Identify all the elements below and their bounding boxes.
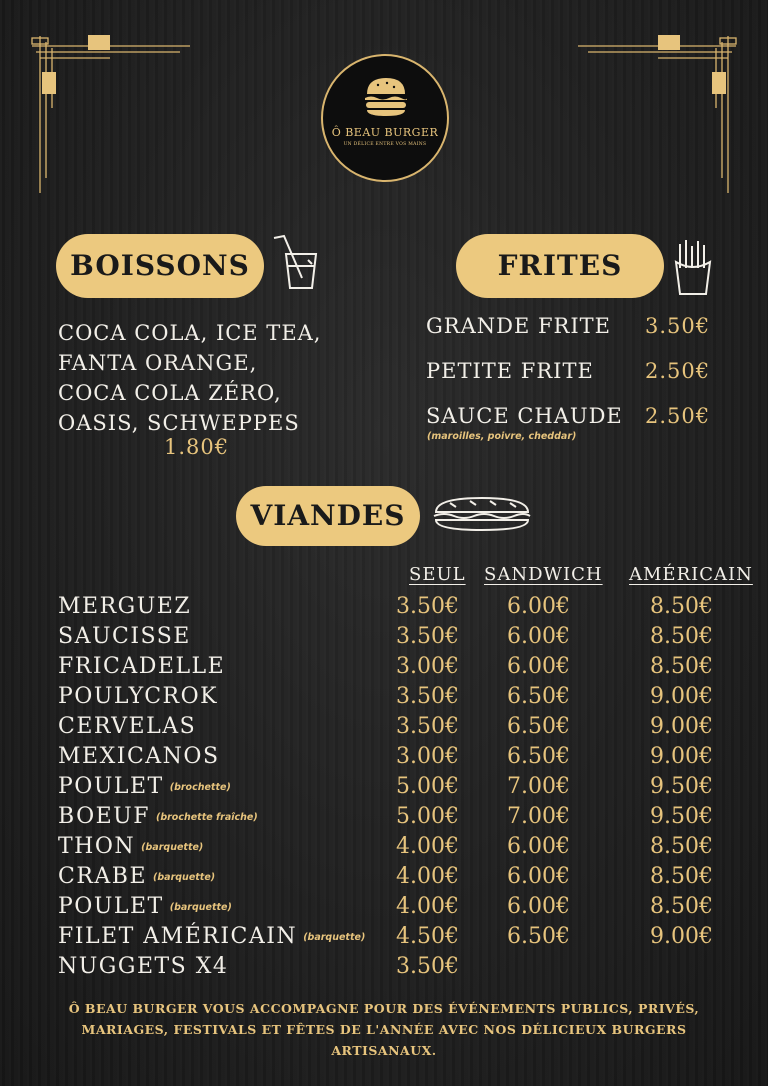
viandes-item-name: BOEUF	[58, 804, 150, 829]
price-americain: 9.00€	[650, 744, 713, 769]
price-seul: 3.50€	[396, 714, 459, 739]
frites-item-note: (maroilles, poivre, cheddar)	[427, 431, 577, 442]
price-seul: 4.00€	[396, 894, 459, 919]
price-sandwich: 6.50€	[507, 924, 570, 949]
burger-icon	[363, 76, 409, 118]
price-sandwich: 6.50€	[507, 744, 570, 769]
price-americain: 8.50€	[650, 624, 713, 649]
price-sandwich: 6.00€	[507, 594, 570, 619]
viandes-item-label	[58, 834, 203, 859]
viandes-row	[58, 804, 758, 834]
viandes-row	[58, 624, 758, 654]
viandes-item-label	[58, 864, 215, 889]
viandes-item-note: (brochette)	[169, 782, 231, 793]
viandes-item-name: MEXICANOS	[58, 744, 220, 769]
price-sandwich: 6.00€	[507, 834, 570, 859]
viandes-item-label	[58, 804, 258, 829]
boissons-line: COCA COLA, ICE TEA,	[58, 321, 322, 345]
frites-item-name: GRANDE FRITE	[426, 314, 611, 338]
viandes-item-name: CRABE	[58, 864, 148, 889]
boissons-price: 1.80€	[164, 435, 230, 459]
price-americain: 9.00€	[650, 924, 713, 949]
viandes-item-note: (barquette)	[169, 902, 232, 913]
column-header-americain: AMÉRICAIN	[629, 564, 753, 585]
viandes-item-name: POULYCROK	[58, 684, 219, 709]
footer-line: ARTISANAUX.	[331, 1043, 437, 1058]
viandes-row	[58, 774, 758, 804]
viandes-item-label	[58, 924, 365, 949]
boissons-line: COCA COLA ZÉRO,	[58, 381, 282, 405]
viandes-item-label	[58, 594, 191, 619]
price-sandwich: 6.00€	[507, 894, 570, 919]
price-seul: 3.50€	[396, 594, 459, 619]
viandes-item-note: (brochette fraîche)	[155, 812, 258, 823]
price-seul: 3.50€	[396, 684, 459, 709]
art-deco-corner-top-right	[578, 28, 738, 193]
price-seul: 4.00€	[396, 834, 459, 859]
boissons-heading: BOISSONS	[56, 234, 264, 298]
viandes-row	[58, 594, 758, 624]
footer-line: MARIAGES, FESTIVALS ET FÊTES DE L'ANNÉE AVEC NOS DÉLICIEUX BURGERS	[81, 1022, 687, 1037]
viandes-item-name: SAUCISSE	[58, 624, 191, 649]
viandes-row	[58, 954, 758, 984]
price-sandwich: 6.50€	[507, 684, 570, 709]
price-seul: 5.00€	[396, 804, 459, 829]
price-sandwich: 7.00€	[507, 804, 570, 829]
viandes-item-name: NUGGETS X4	[58, 954, 229, 979]
viandes-item-label	[58, 894, 232, 919]
viandes-item-name: POULET	[58, 894, 164, 919]
price-americain: 8.50€	[650, 894, 713, 919]
viandes-row	[58, 654, 758, 684]
viandes-item-name: FILET AMÉRICAIN	[58, 924, 298, 949]
price-seul: 4.00€	[396, 864, 459, 889]
drink-glass-icon	[272, 234, 324, 292]
sandwich-icon	[430, 494, 534, 534]
price-seul: 5.00€	[396, 774, 459, 799]
viandes-item-note: (barquette)	[153, 872, 216, 883]
frites-item-price: 2.50€	[645, 404, 711, 428]
brand-name: Ô BEAU BURGER	[331, 126, 439, 139]
viandes-row	[58, 714, 758, 744]
boissons-list	[58, 318, 321, 438]
boissons-line: OASIS, SCHWEPPES	[58, 411, 300, 435]
viandes-row	[58, 834, 758, 864]
price-americain: 8.50€	[650, 654, 713, 679]
footer-text	[40, 998, 728, 1061]
footer-line: Ô BEAU BURGER VOUS ACCOMPAGNE POUR DES ÉVÉNEMENTS PUBLICS, PRIVÉS,	[68, 1001, 700, 1016]
price-seul: 3.00€	[396, 654, 459, 679]
viandes-item-name: MERGUEZ	[58, 594, 192, 619]
boissons-line: FANTA ORANGE,	[58, 351, 258, 375]
price-sandwich: 6.00€	[507, 864, 570, 889]
viandes-row	[58, 864, 758, 894]
price-americain: 8.50€	[650, 834, 713, 859]
viandes-item-label	[58, 744, 220, 769]
frites-item-name: SAUCE CHAUDE	[426, 404, 623, 428]
column-header-seul: SEUL	[409, 564, 466, 585]
frites-item-name: PETITE FRITE	[426, 359, 594, 383]
viandes-item-label	[58, 654, 225, 679]
viandes-row	[58, 744, 758, 774]
viandes-item-note: (barquette)	[141, 842, 204, 853]
viandes-row	[58, 924, 758, 954]
price-seul: 3.50€	[396, 624, 459, 649]
price-sandwich: 6.50€	[507, 714, 570, 739]
viandes-item-name: THON	[58, 834, 136, 859]
price-americain: 8.50€	[650, 594, 713, 619]
price-americain: 9.00€	[650, 714, 713, 739]
price-seul: 3.00€	[396, 744, 459, 769]
brand-logo	[321, 54, 449, 182]
fries-icon	[672, 238, 714, 296]
price-sandwich: 7.00€	[507, 774, 570, 799]
viandes-row	[58, 894, 758, 924]
frites-heading: FRITES	[456, 234, 664, 298]
viandes-item-note: (barquette)	[303, 932, 366, 943]
price-americain: 9.50€	[650, 804, 713, 829]
art-deco-corner-top-left	[30, 28, 190, 193]
price-americain: 9.00€	[650, 684, 713, 709]
viandes-item-label	[58, 774, 231, 799]
viandes-item-name: CERVELAS	[58, 714, 197, 739]
price-sandwich: 6.00€	[507, 624, 570, 649]
price-seul: 4.50€	[396, 924, 459, 949]
frites-item-price: 2.50€	[645, 359, 711, 383]
viandes-item-label	[58, 954, 228, 979]
viandes-item-label	[58, 684, 218, 709]
viandes-item-name: POULET	[58, 774, 164, 799]
viandes-item-label	[58, 624, 191, 649]
viandes-heading: VIANDES	[236, 486, 420, 546]
viandes-item-label	[58, 714, 196, 739]
column-header-sandwich: SANDWICH	[484, 564, 603, 585]
price-americain: 8.50€	[650, 864, 713, 889]
viandes-row	[58, 684, 758, 714]
price-seul: 3.50€	[396, 954, 459, 979]
viandes-item-name: FRICADELLE	[58, 654, 226, 679]
frites-item-price: 3.50€	[645, 314, 711, 338]
brand-tagline: UN DÉLICE ENTRE VOS MAINS	[343, 142, 427, 147]
price-sandwich: 6.00€	[507, 654, 570, 679]
price-americain: 9.50€	[650, 774, 713, 799]
